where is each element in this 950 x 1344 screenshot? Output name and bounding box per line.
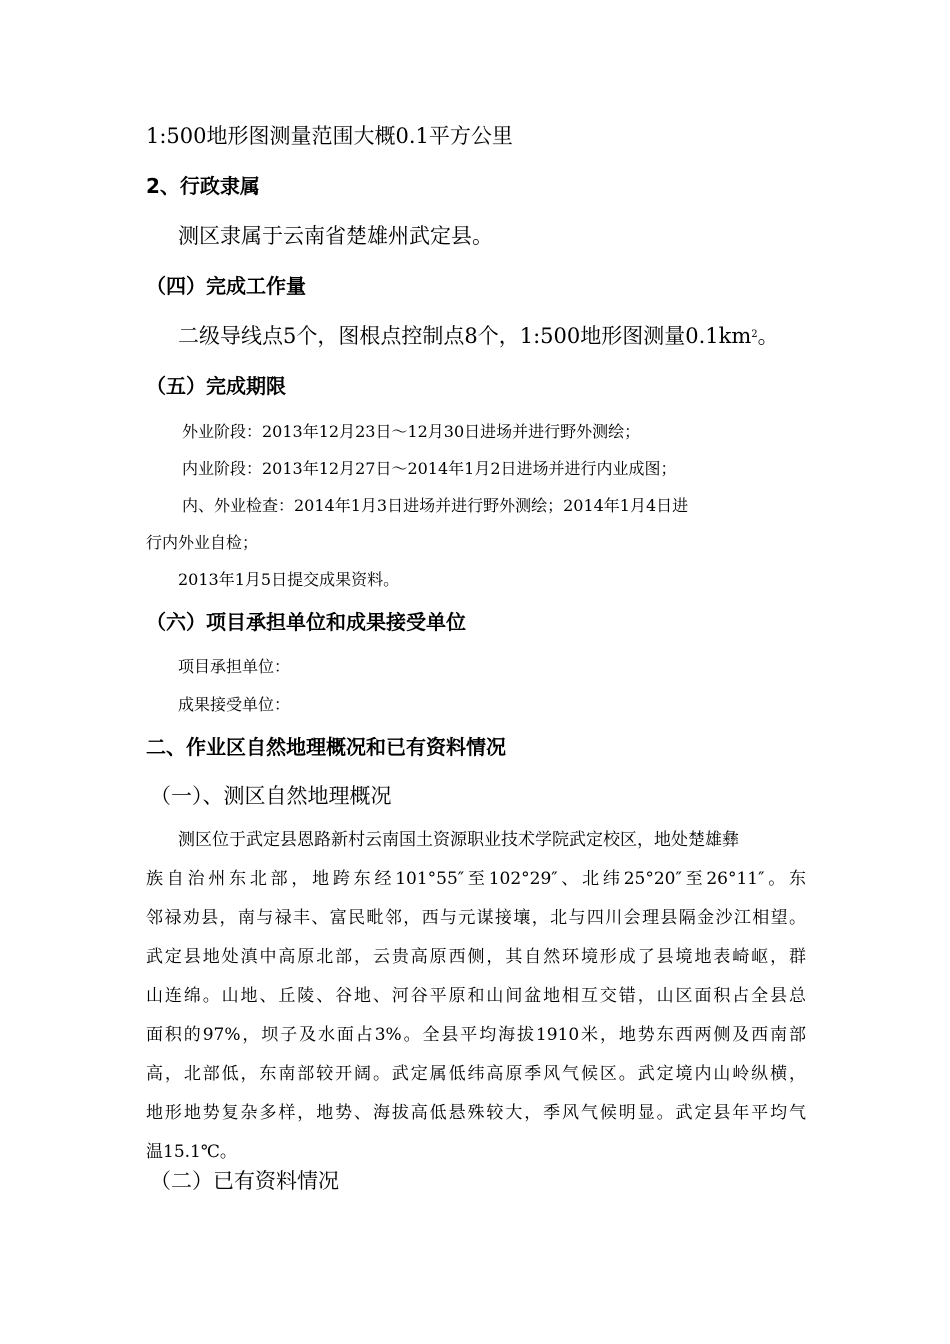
geo-para-line-2: 族自治州东北部，地跨东经101°55″至102°29″、北纬25°20″至26°11″。东 [146,869,806,889]
heading-existing-data: （二）已有资料情况 [150,1169,339,1193]
scope-line: 1:500地形图测量范围大概0.1平方公里 [146,124,513,148]
heading-geography: （一）、测区自然地理概况 [150,784,392,808]
geo-para-line-7: 高，北部低，东南部较开阔。武定属低纬高原季风气候区。武定境内山岭纵横， [146,1064,806,1084]
geo-para-line-6: 面积的97%，坝子及水面占3%。全县平均海拔1910米，地势东西两侧及西南部 [146,1025,806,1045]
receiving-unit: 成果接受单位： [178,695,291,714]
heading-workload: （四）完成工作量 [146,274,306,298]
geo-para-line-1: 测区位于武定县恩路新村云南国土资源职业技术学院武定校区，地处楚雄彝 [178,830,739,850]
inspection-line-1: 内、外业检查：2014年1月3日进场并进行野外测绘；2014年1月4日进 [182,496,689,515]
workload-sup: 2 [751,329,758,340]
office-stage: 内业阶段：2013年12月27日～2014年1月2日进场并进行内业成图； [182,459,677,478]
workload-end: 。 [757,324,779,348]
geo-para-line-9: 温15.1℃。 [146,1142,237,1162]
geo-para-line-4: 武定县地处滇中高原北部，云贵高原西侧，其自然环境形成了县境地表崎岖，群 [146,947,806,967]
workload-text [178,326,779,347]
geo-para-line-3: 邻禄劝县，南与禄丰、富民毗邻，西与元谋接壤，北与四川会理县隔金沙江相望。 [146,908,806,928]
heading-units: （六）项目承担单位和成果接受单位 [146,610,466,634]
field-stage: 外业阶段：2013年12月23日～12月30日进场并进行野外测绘； [182,422,641,441]
inspection-line-2: 行内外业自检； [146,533,259,552]
heading-section-2: 二、作业区自然地理概况和已有资料情况 [146,735,506,759]
admin-text: 测区隶属于云南省楚雄州武定县。 [178,224,493,248]
submit-line: 2013年1月5日提交成果资料。 [178,570,400,589]
undertaking-unit: 项目承担单位： [178,657,291,676]
geo-para-line-8: 地形地势复杂多样，地势、海拔高低悬殊较大，季风气候明显。武定县年平均气 [146,1103,806,1123]
heading-deadline: （五）完成期限 [146,374,286,398]
heading-admin: 2、行政隶属 [146,174,260,198]
workload-main: 二级导线点5个，图根点控制点8个，1:500地形图测量0.1km [178,324,752,348]
geo-para-line-5: 山连绵。山地、丘陵、谷地、河谷平原和山间盆地相互交错，山区面积占全县总 [146,986,806,1006]
